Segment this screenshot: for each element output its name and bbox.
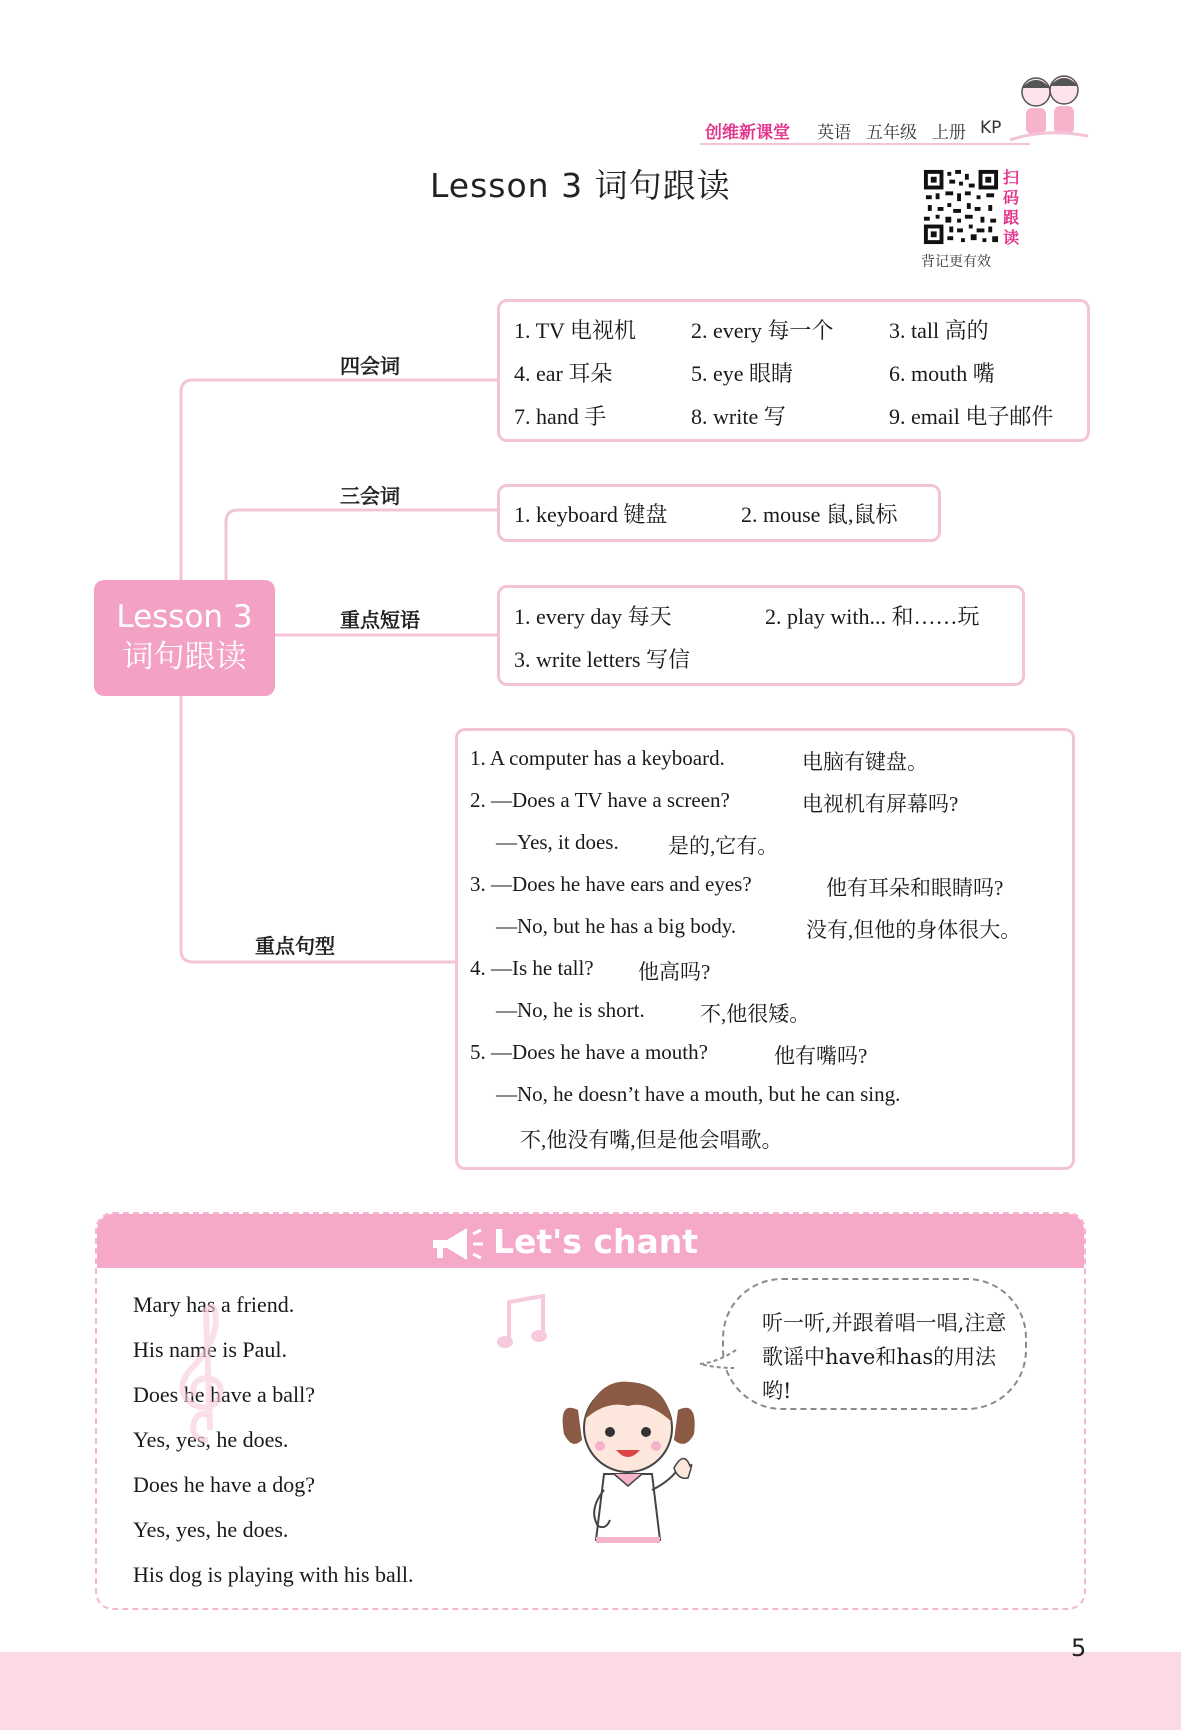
sentence-en: 1. A computer has a keyboard.: [470, 746, 725, 770]
word-item: 2. mouse 鼠,鼠标: [741, 502, 898, 527]
sentence-zh: 他高吗?: [638, 960, 711, 984]
header-subject: 英语: [817, 123, 851, 143]
sentence-en: 4. —Is he tall?: [470, 956, 594, 980]
three-skill-words-box: [497, 484, 941, 542]
footer-band: [0, 1652, 1181, 1730]
word-item: 6. mouth 嘴: [889, 361, 995, 386]
branch-label-key-phrases: 重点短语: [340, 608, 420, 632]
chant-title: Let's chant: [493, 1222, 699, 1261]
word-item: 2. every 每一个: [691, 318, 834, 343]
chant-line: Mary has a friend.: [133, 1292, 295, 1317]
key-phrases-box: [497, 585, 1025, 686]
sentence-zh: 没有,但他的身体很大。: [806, 918, 1022, 942]
sentence-zh: 是的,它有。: [668, 834, 779, 858]
branch-label-three-skill: 三会词: [340, 484, 400, 508]
word-item: 3. tall 高的: [889, 318, 989, 343]
word-item: 1. TV 电视机: [514, 318, 637, 343]
mindmap-center-node: [94, 580, 275, 696]
phrase-item: 3. write letters 写信: [514, 647, 690, 672]
word-item: 8. write 写: [691, 404, 786, 429]
music-note-icon: [495, 1292, 555, 1354]
sentence-zh: 不,他没有嘴,但是他会唱歌。: [520, 1128, 783, 1152]
sentence-zh: 他有嘴吗?: [774, 1044, 868, 1068]
word-item: 4. ear 耳朵: [514, 361, 613, 386]
page-number: 5: [1071, 1634, 1087, 1662]
chant-line: His name is Paul.: [133, 1337, 287, 1362]
girl-character-icon: [548, 1370, 718, 1560]
chant-header: [97, 1214, 1084, 1268]
center-node-line2: 词句跟读: [122, 639, 247, 675]
sentence-en: 2. —Does a TV have a screen?: [470, 788, 730, 812]
qr-caption: 背记更有效: [921, 254, 991, 270]
speech-bubble: [722, 1278, 1027, 1410]
sentence-zh: 他有耳朵和眼睛吗?: [826, 876, 1004, 900]
speech-bubble-tail: [698, 1346, 738, 1376]
sentence-en: —No, but he has a big body.: [496, 914, 737, 938]
chant-line: Yes, yes, he does.: [133, 1427, 289, 1452]
word-item: 1. keyboard 键盘: [514, 502, 668, 527]
header-grade: 五年级: [866, 123, 917, 143]
sentence-en: —No, he doesn’t have a mouth, but he can sing.: [496, 1082, 901, 1106]
header-edition: KP: [980, 118, 1002, 138]
phrase-item: 1. every day 每天: [514, 604, 672, 629]
sentence-en: 3. —Does he have ears and eyes?: [470, 872, 752, 896]
sentence-en: —No, he is short.: [496, 998, 645, 1022]
sentence-zh: 电脑有键盘。: [802, 750, 928, 774]
word-item: 9. email 电子邮件: [889, 404, 1054, 429]
treble-clef-icon: [170, 1300, 240, 1450]
header-brand: 创维新课堂: [705, 123, 790, 143]
sentence-zh: 电视机有屏幕吗?: [802, 792, 959, 816]
qr-side-text: 扫码跟读: [1003, 168, 1020, 247]
sentence-zh: 不,他很矮。: [700, 1002, 811, 1026]
header-volume: 上册: [932, 123, 966, 143]
word-item: 5. eye 眼睛: [691, 361, 794, 386]
word-item: 7. hand 手: [514, 404, 607, 429]
speech-bubble-text: 听一听,并跟着唱一唱,注意歌谣中have和has的用法哟!: [762, 1311, 1007, 1403]
chant-line: His dog is playing with his ball.: [133, 1562, 414, 1587]
chant-line: Does he have a dog?: [133, 1472, 316, 1497]
sentence-en: 5. —Does he have a mouth?: [470, 1040, 708, 1064]
chant-line: Yes, yes, he does.: [133, 1517, 289, 1542]
page-title: Lesson 3 词句跟读: [430, 166, 731, 205]
four-skill-words-box: [497, 299, 1090, 442]
branch-label-four-skill: 四会词: [340, 354, 400, 378]
branch-label-key-sentences: 重点句型: [255, 934, 335, 958]
sentence-en: —Yes, it does.: [496, 830, 619, 854]
center-node-line1: Lesson 3: [116, 599, 253, 635]
megaphone-icon: [427, 1224, 487, 1264]
phrase-item: 2. play with... 和……玩: [765, 604, 980, 629]
chant-line: Does he have a ball?: [133, 1382, 316, 1407]
